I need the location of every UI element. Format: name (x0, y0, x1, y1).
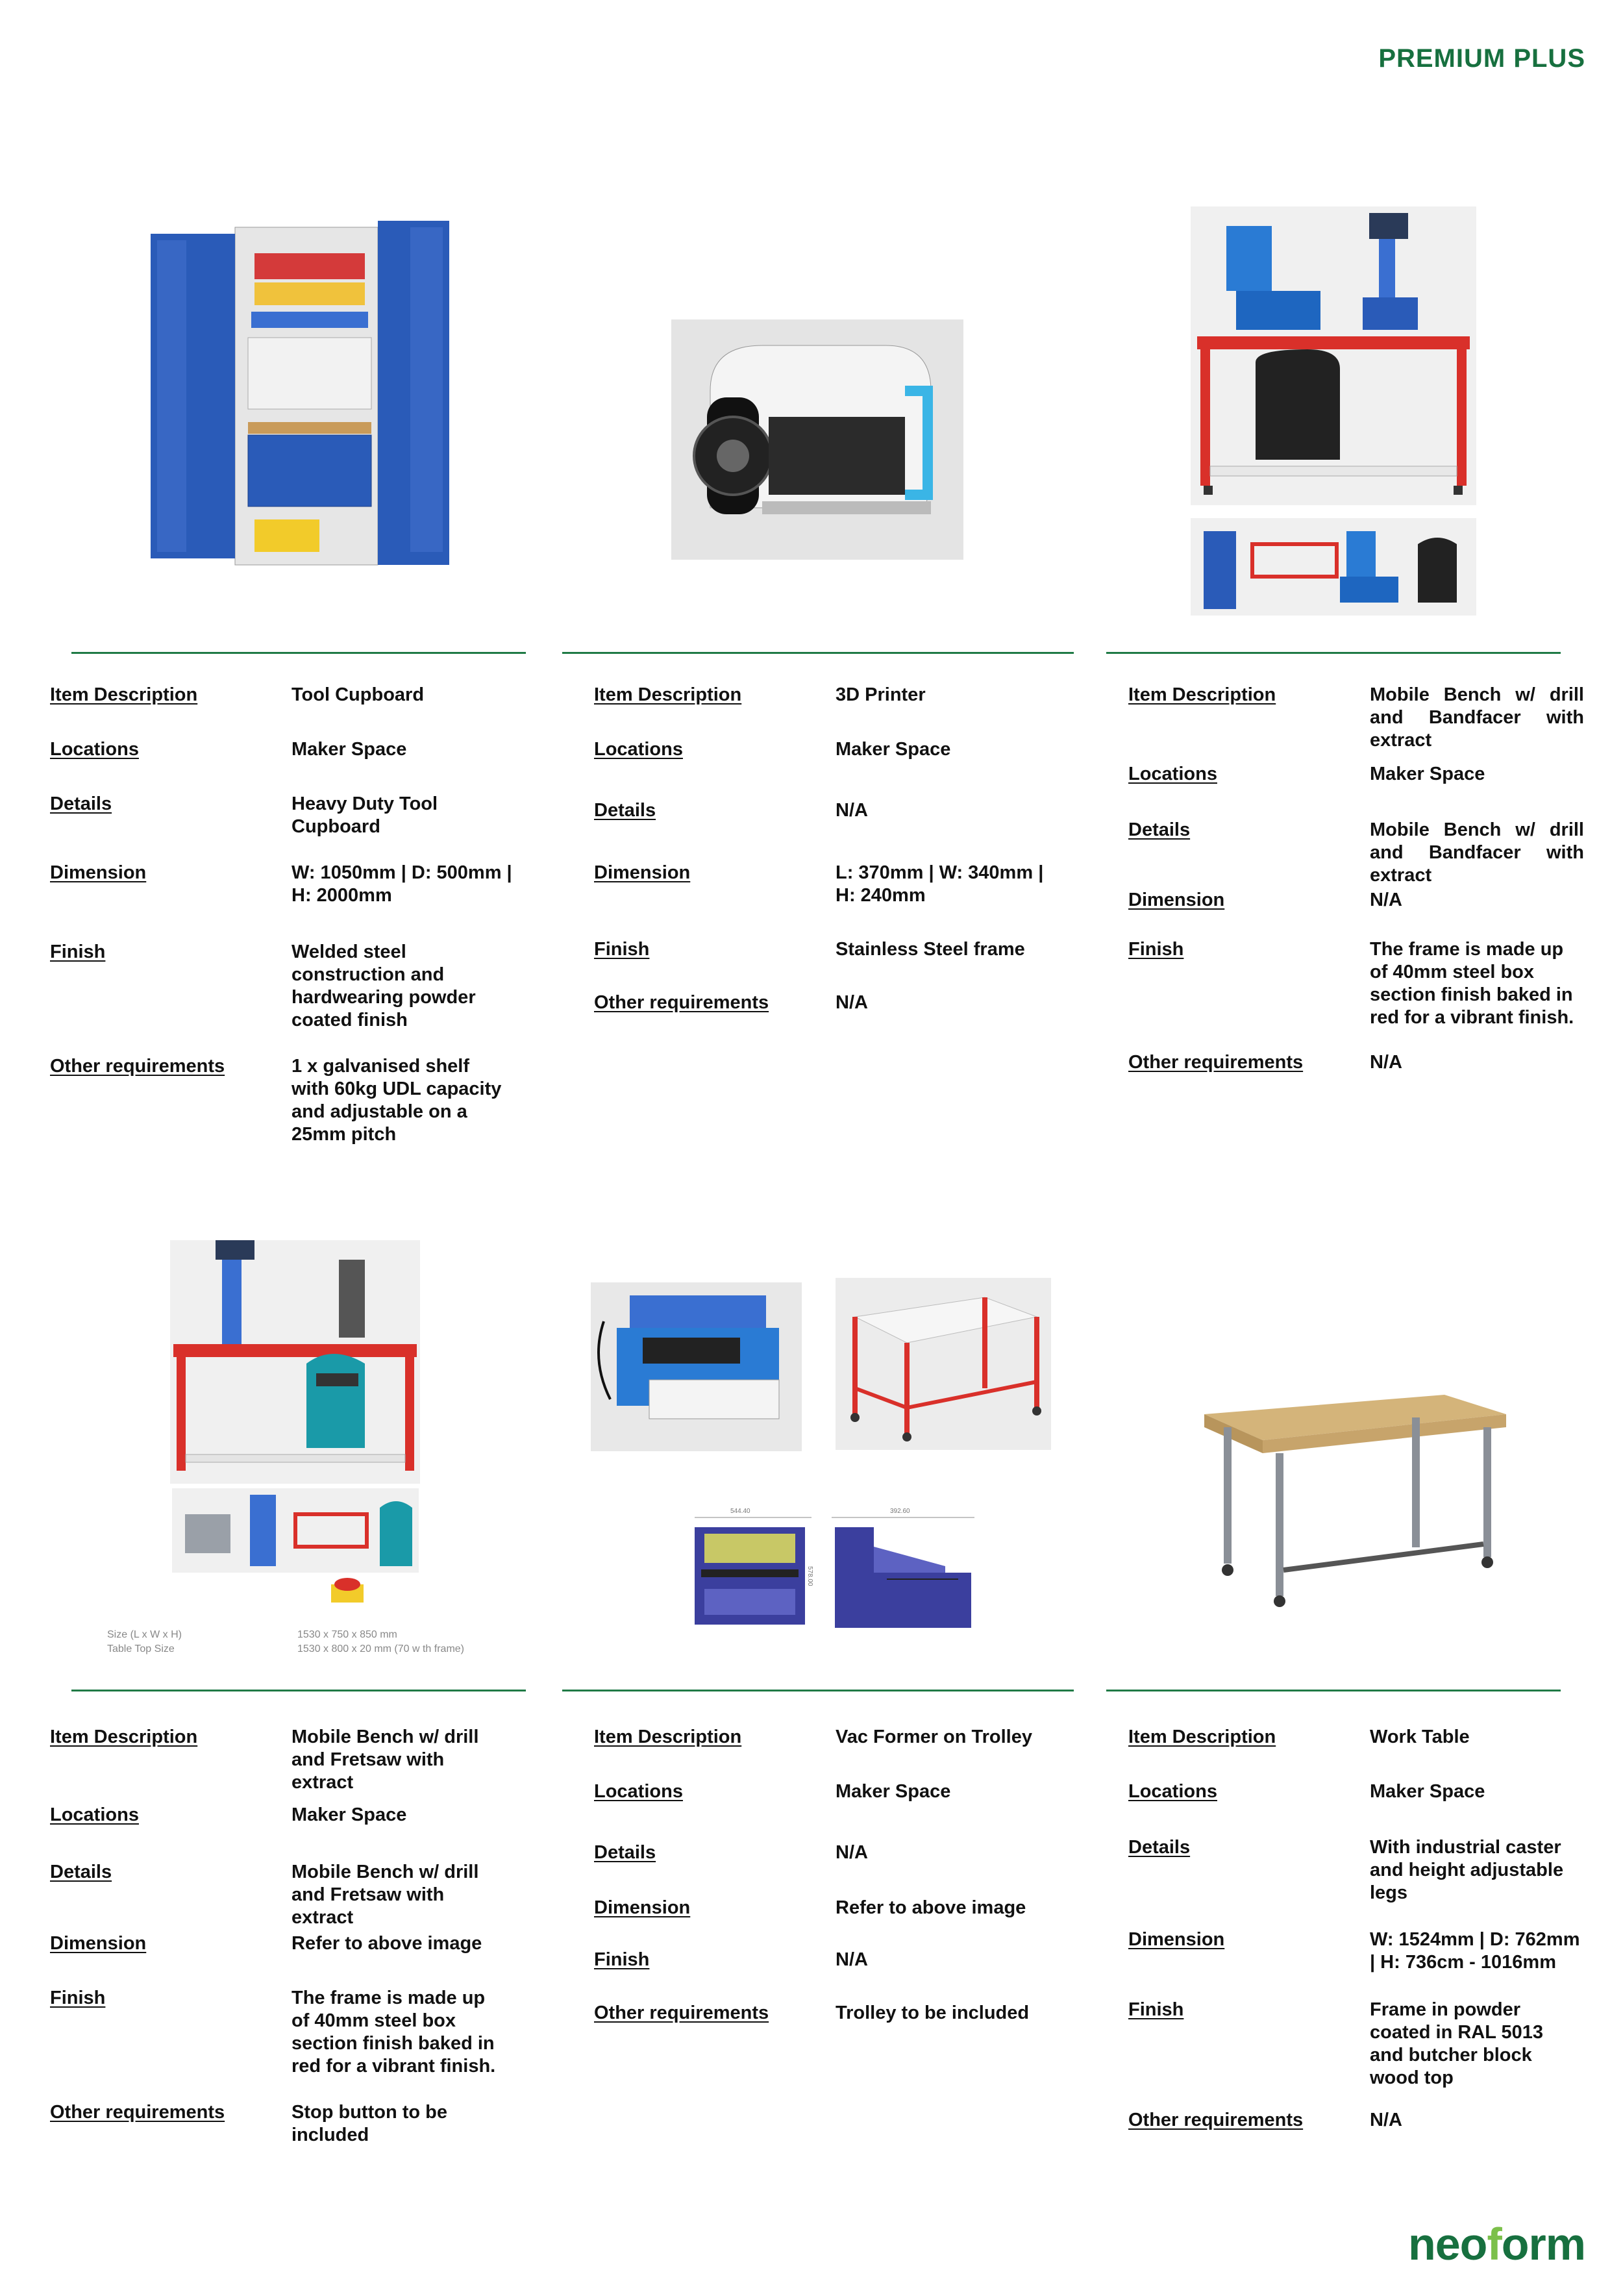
mobile-bench-fretsaw-components-image (172, 1488, 419, 1573)
other-requirements-label: Other requirements (1128, 1052, 1304, 1073)
dimension-value: W: 1524mm | D: 762mm | H: 736cm - 1016mm (1370, 1929, 1580, 1973)
logo-text-mark: f (1487, 2219, 1502, 2269)
dimension-value: Refer to above image (836, 1897, 1026, 1918)
other-requirements-label: Other requirements (50, 1056, 225, 1077)
item-description-value: Mobile Bench w/ drill and Fretsaw with extract (291, 1727, 479, 1793)
other-requirements-label: Other requirements (594, 2003, 769, 2023)
other-requirements-value: 1 x galvanised shelf with 60kg UDL capacity and adjustable on a 25mm pitch (291, 1056, 502, 1145)
dimension-label: Dimension (50, 1933, 147, 1954)
item-description-value: Tool Cupboard (291, 684, 425, 705)
finish-label: Finish (594, 1949, 650, 1970)
finish-value: Stainless Steel frame (836, 939, 1025, 960)
dimension-label: Dimension (50, 862, 147, 883)
dimension-value: L: 370mm | W: 340mm | H: 240mm (836, 862, 1044, 906)
locations-label: Locations (50, 739, 139, 760)
spec-table-tool-cupboard (50, 684, 524, 1146)
item-description-value: 3D Printer (836, 684, 926, 705)
table-top-size-label: Table Top Size (107, 1643, 175, 1654)
dimension-label: Dimension (1128, 1929, 1225, 1950)
dimension-label: Dimension (594, 1897, 691, 1918)
spec-table-3d-printer (594, 684, 1074, 1014)
other-requirements-value: N/A (836, 992, 868, 1013)
item-description-value: Vac Former on Trolley (836, 1727, 1032, 1747)
section-divider (1106, 1690, 1561, 1691)
finish-label: Finish (1128, 1999, 1184, 2020)
details-value: Mobile Bench w/ drill and Fretsaw with extract (291, 1862, 479, 1928)
details-value: Heavy Duty Tool Cupboard (291, 793, 438, 837)
finish-label: Finish (50, 1988, 106, 2008)
spec-table-bench-fretsaw (50, 1726, 524, 2147)
dimension-value: Refer to above image (291, 1933, 482, 1954)
locations-label: Locations (50, 1804, 139, 1825)
locations-value: Maker Space (291, 1804, 407, 1825)
vac-former-front-drawing (688, 1508, 818, 1631)
details-value: N/A (836, 800, 868, 821)
locations-value: Maker Space (291, 739, 407, 760)
finish-label: Finish (50, 942, 106, 962)
section-divider (1106, 652, 1561, 654)
size-value: 1530 x 750 x 850 mm (297, 1629, 397, 1640)
details-value: N/A (836, 1842, 868, 1863)
page-title: PREMIUM PLUS (1378, 44, 1585, 73)
item-description-value: Mobile Bench w/ drill and Bandfacer with extract (1370, 684, 1584, 751)
spec-table-work-table (1128, 1726, 1589, 2132)
size-label: Size (L x W x H) (107, 1629, 182, 1640)
size-note-values (297, 1628, 518, 1656)
section-divider (562, 652, 1074, 654)
finish-value: The frame is made up of 40mm steel box section finish baked in red for a vibrant finish. (1370, 939, 1574, 1028)
mobile-bench-fretsaw-image (170, 1240, 420, 1484)
vac-former-image (591, 1282, 802, 1451)
section-divider (562, 1690, 1074, 1691)
locations-value: Maker Space (1370, 1781, 1485, 1802)
other-requirements-label: Other requirements (50, 2102, 225, 2123)
size-note-labels (107, 1628, 289, 1656)
item-description-label: Item Description (50, 684, 198, 705)
item-description-label: Item Description (594, 1727, 742, 1747)
locations-value: Maker Space (1370, 764, 1485, 784)
finish-value: Welded steel construction and hardwearing powder coated finish (291, 942, 476, 1030)
locations-label: Locations (1128, 764, 1217, 784)
details-label: Details (50, 1862, 112, 1882)
section-divider (71, 652, 526, 654)
dimension-value: N/A (1370, 890, 1402, 910)
work-table-image (1198, 1388, 1513, 1609)
finish-value: Frame in powder coated in RAL 5013 and butcher block wood top (1370, 1999, 1544, 2088)
details-value: Mobile Bench w/ drill and Bandfacer with extract (1370, 819, 1584, 886)
locations-value: Maker Space (836, 1781, 951, 1802)
section-divider (71, 1690, 526, 1691)
details-label: Details (50, 793, 112, 814)
drawing-width-label: 544.40 (730, 1508, 750, 1515)
drawing-height-label: 578.00 (806, 1566, 813, 1586)
spec-table-bench-bandfacer (1128, 684, 1589, 1074)
spec-table-vac-former (594, 1726, 1074, 2025)
logo-text-start: neo (1407, 2219, 1487, 2269)
drawing-width-label: 392.60 (890, 1508, 910, 1515)
details-label: Details (1128, 1837, 1191, 1858)
table-top-size-value: 1530 x 800 x 20 mm (70 w th frame) (297, 1643, 464, 1654)
item-description-value: Work Table (1370, 1727, 1470, 1747)
locations-label: Locations (594, 739, 683, 760)
locations-label: Locations (594, 1781, 683, 1802)
dimension-value: W: 1050mm | D: 500mm | H: 2000mm (291, 862, 512, 906)
item-description-label: Item Description (1128, 684, 1276, 705)
dimension-label: Dimension (594, 862, 691, 883)
finish-label: Finish (1128, 939, 1184, 960)
other-requirements-value: Trolley to be included (836, 2003, 1030, 2023)
logo-text-end: orm (1501, 2219, 1585, 2269)
other-requirements-value: Stop button to be included (291, 2102, 447, 2145)
details-label: Details (594, 800, 656, 821)
finish-label: Finish (594, 939, 650, 960)
neoform-logo (1408, 2218, 1585, 2270)
locations-value: Maker Space (836, 739, 951, 760)
finish-value: N/A (836, 1949, 868, 1970)
other-requirements-label: Other requirements (1128, 2110, 1304, 2130)
finish-value: The frame is made up of 40mm steel box section finish baked in red for a vibrant finish. (291, 1988, 496, 2077)
details-label: Details (1128, 819, 1191, 840)
trolley-image (836, 1278, 1051, 1450)
3d-printer-image (671, 319, 963, 560)
other-requirements-value: N/A (1370, 1052, 1402, 1073)
tool-cupboard-image (144, 214, 482, 578)
item-description-label: Item Description (1128, 1727, 1276, 1747)
other-requirements-value: N/A (1370, 2110, 1402, 2130)
details-label: Details (594, 1842, 656, 1863)
item-description-label: Item Description (594, 684, 742, 705)
dimension-label: Dimension (1128, 890, 1225, 910)
stop-button-image (328, 1571, 367, 1604)
other-requirements-label: Other requirements (594, 992, 769, 1013)
mobile-bench-bandfacer-image (1191, 206, 1476, 505)
details-value: With industrial caster and height adjustable legs (1370, 1837, 1564, 1903)
mobile-bench-bandfacer-components-image (1191, 518, 1476, 616)
vac-former-side-drawing (828, 1508, 978, 1631)
locations-label: Locations (1128, 1781, 1217, 1802)
item-description-label: Item Description (50, 1727, 198, 1747)
